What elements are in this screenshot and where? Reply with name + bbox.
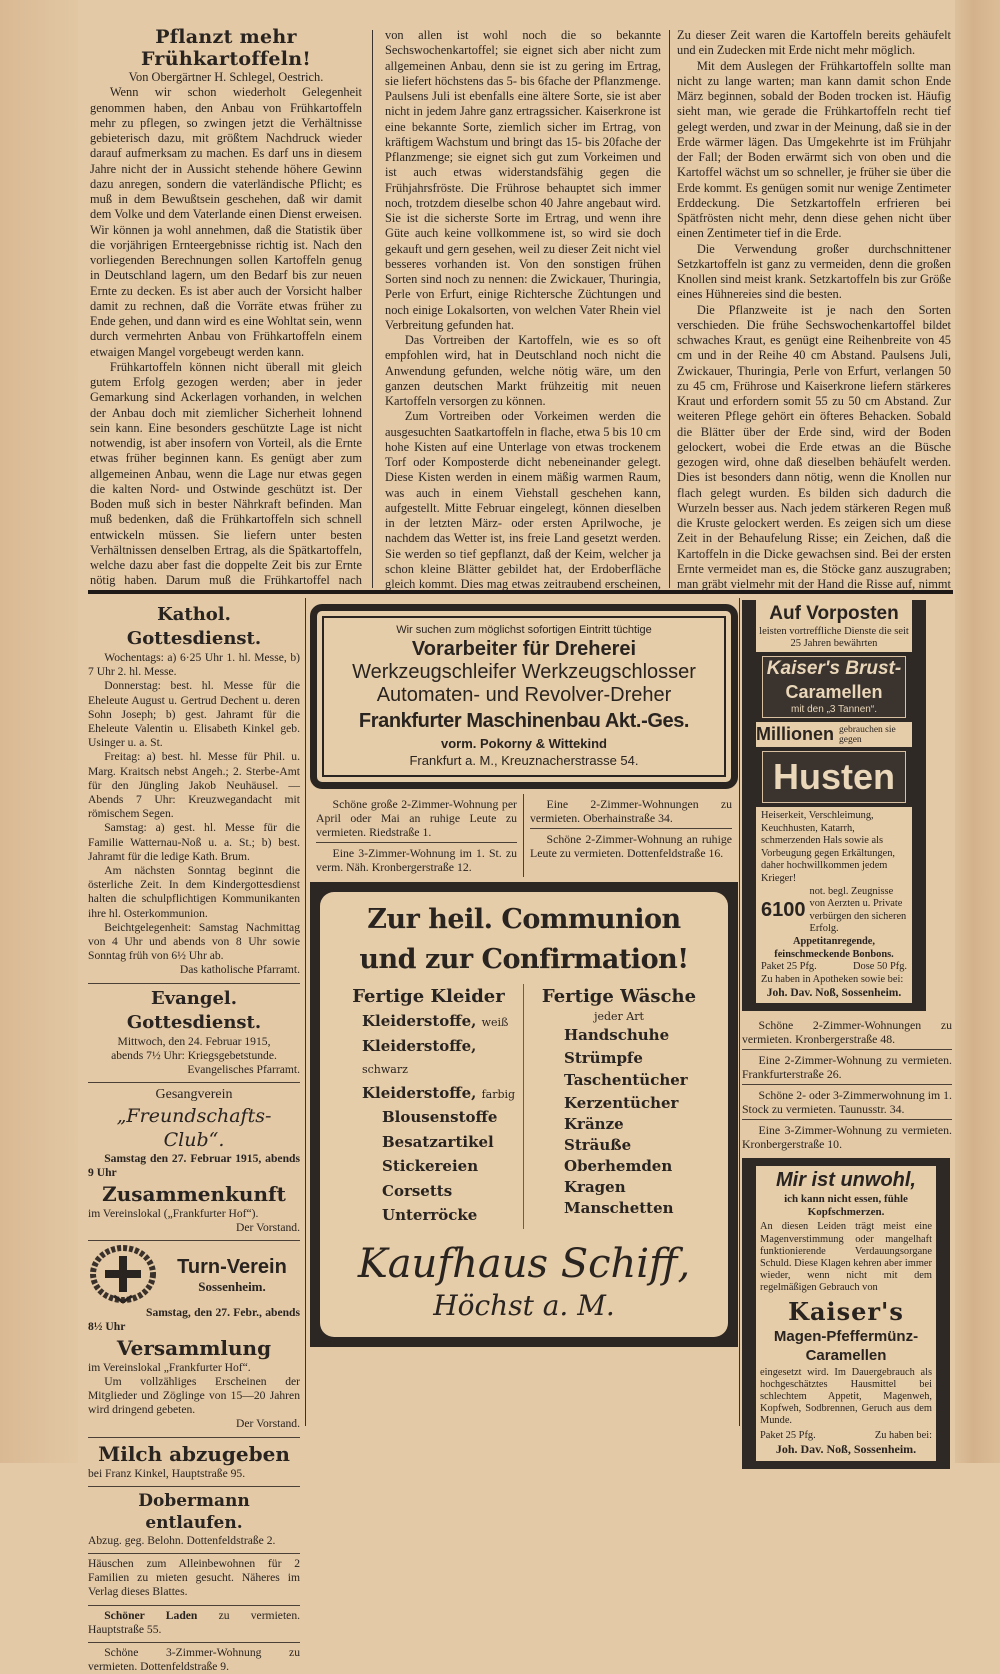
clothes-item-name: Unterröcke: [382, 1206, 478, 1224]
clothes-item: [334, 1131, 523, 1156]
linen-item: Taschentücher: [564, 1071, 688, 1089]
article-column-2: [385, 28, 661, 590]
kb-millionen: Millionen: [756, 724, 834, 744]
job-ad-position-1: Vorarbeiter für Dreherei: [411, 638, 637, 660]
article-paragraph: Das Vortreiben der Kartoffeln, wie es so oft empfohlen wird, hat in Deutschland noch nicht die Anwendung gefunden, welche nötig wäre, um den ganzen deutschen Markt frühzeitig mit neuen Kartoffeln versorgen zu können.: [385, 333, 661, 408]
meeting-signature: Der Vorstand.: [236, 1417, 300, 1431]
kb-subtitle: leisten vortreffliche Dienste die seit 25 Jahren bewährten: [759, 626, 909, 649]
linen-item: Kränze: [564, 1115, 624, 1133]
clothes-item-note: schwarz: [362, 1063, 408, 1076]
club-event: Zusammenkunft: [102, 1181, 286, 1206]
article-paragraph: Frühkartoffeln können nicht überall mit gleich gutem Erfolg gezogen werden; aber in jeder Gemarkung sind Ackerlagen vorhanden, in welchen der Anbau doch mit ziemlicher Sicherheit lohnend sein kann. Eine besonders geschützte Lage ist nicht notwendig, ist aber insofern von Vorteil, als die Ernte etwas früher beginnen kann. Es genügt aber zum allgemeinen Anbau, wenn die Lage nur etwas gegen die kalten Nord- und Ostwinde geschützt ist. Der Boden muß sich in bester Nährkraft befinden. Man muß bedenken, daß die Frühkartoffeln sich schnell entwickeln müssen. Sie liefern unter besten Verhältnissen denselben Ertrag, als die Spätkartoffeln, welche dazu aber fast die doppelte Zeit bis zur Ernte nötig haben. Darum muß die Frühkartoffel nach: [90, 359, 362, 588]
club-signature: Der Vorstand.: [236, 1220, 300, 1234]
article-paragraph: Zum Vortreiben oder Vorkeimen werden die ausgesuchten Saatkartoffeln in flache, etwa 5 bis 10 cm hohe Kisten auf eine Unterlage von etwas trockenem Torf oder Komposterde dicht nebeneinander gelegt. Diese Kisten werden in einem mäßig warmen Raum, was auch in einem Viehstall geschehen kann, aufgestellt. Mitte Februar eingelegt, können dieselben in der letzten März- oder ersten Aprilwoche, je nachdem das Wetter ist, ins freie Land gesetzt werden. Sie werden so tief gepflanzt, daß der Keim, welcher ja schon kleine Blätter gebildet hat, der Erdoberfläche gleich kommt. Dies mag etwas zeitraubend erscheinen,: [385, 409, 661, 590]
article-paragraph: von allen ist wohl noch die so bekannte Sechswochenkartoffel; sie eignet sich aber nicht zum allgemeinen Anbau, denn sie ist zu gering im Ertrag, sie liefert höchstens das 5- bis 6fache der Pflanzmenge. Paulsens Juli ist ebenfalls eine ältere Sorte, sie ist aber nicht in jedem Jahre ganz ertragssicher. Kaiserkrone ist eine bekannte Sorte, ziemlich sicher im Ertrag, von kräftigem Wachstum und bringt das 15- bis 20fache der Pflanzmenge; sie eignet sich gut zum Vorkeimen und ist auch etwas widerstandsfähig gegen die Frühjahrsfröste. Die Frührose behauptet sich immer noch, trotzdem dieselbe schon 40 Jahre angebaut wird. Sie ist die sicherste Sorte im Ertrag, und wenn ihre Güte auch keine vollkommene ist, so wird sie doch gekauft und gern gesehen, weil zu dieser Zeit nicht viel besseres vorhanden ist. Von den sonstigen frühen Sorten sind noch zu nennen: die Zwickauer, Thuringia, Perle von Erfurt, einige Richtersche Züchtungen und noch einige Lokalsorten, von welchen Vater Rhein viel Verbreitung gefunden hat.: [385, 28, 661, 332]
mu-text-2: eingesetzt wird. Im Dauergebrauch als hochgeschätztes Hausmittel bei schlechtem Appetit, Magenweh, Kopfweh, Sodbrennen, Geruch aus dem Munde.: [760, 1366, 932, 1427]
meeting-date: Samstag, den 27. Febr., abends 8½ Uhr: [88, 1306, 300, 1334]
meeting-title: Versammlung: [116, 1335, 272, 1360]
house-wanted-text: Häuschen zum Alleinbewohnen für 2 Familien zu mieten gesucht. Näheres im Verlag dieses Blattes.: [88, 1556, 300, 1599]
job-ad-position-3: Automaten- und Revolver-Dreher: [376, 684, 672, 706]
kb-millionen-sub: gebrauchen sie gegen: [839, 724, 896, 745]
job-ad-frankfurter-maschinenbau: [310, 604, 738, 789]
linen-item: Strümpfe: [564, 1048, 643, 1067]
kaufhaus-schiff-ad: [310, 882, 738, 1347]
kb-trademark: mit den „3 Tannen“.: [791, 704, 877, 715]
clothes-item-note: farbig: [481, 1087, 516, 1101]
clothes-item: [334, 1010, 523, 1035]
service-date: Mittwoch, den 24. Februar 1915,: [117, 1034, 271, 1048]
clothes-item-note: weiß: [481, 1016, 509, 1029]
evangelical-service-notice: [88, 984, 300, 1084]
kb-testimonial-count: 6100: [761, 899, 806, 922]
linen-list: [524, 984, 714, 1229]
job-ad-intro: Wir suchen zum möglichst sofortigen Eintritt tüchtige: [396, 624, 652, 636]
classified-ad: Schöne große 2-Zimmer-Wohnung per April oder Mai an ruhige Leute zu vermieten. Riedstraße 1.: [316, 797, 517, 839]
service-time: abends 7½ Uhr: Kriegsgebetstunde.: [111, 1048, 277, 1062]
service-entry: Beichtgelegenheit: Samstag Nachmittag von 4 Uhr und abends von 8 Uhr sowie Sonntag früh von 6½ Uhr ab.: [88, 920, 300, 963]
club-name: „Freundschafts-Club“.: [116, 1105, 272, 1152]
page-left-margin: [0, 0, 78, 1463]
job-ad-address: Frankfurt a. M., Kreuznacherstrasse 54.: [409, 753, 639, 768]
mu-product-1: Magen-Pfeffermünz-: [773, 1327, 919, 1345]
article-paragraph: Mit dem Auslegen der Frühkartoffeln sollte man nicht zu lange warten; man kann damit schon Ende März beginnen, sobald der Boden trocken ist. Häufig sieht man, wie gerade die Frühkartoffeln recht tief gelegt werden, und zwar in der Meinung, daß sie in der Erde wärmer lägen. Das Umgekehrte ist im Frühjahr der Fall; der Boden erwärmt sich von oben und die Kartoffel wächst um so schneller, je früher sie über die Erde kommt. Es genügen somit nur wenige Zentimeter Erddeckung. Die Setzkartoffeln erfrieren bei Spätfrösten nicht mehr, denn diese gehen nicht über einen Zentimeter tief in die Erde.: [677, 58, 951, 241]
choir-label: Gesangverein: [155, 1087, 233, 1103]
kb-price-tin: Dose 50 Pfg.: [853, 961, 907, 973]
kb-body: Heiserkeit, Verschleimung, Keuchhusten, Katarrh, schmerzenden Hals sowie als Vorbeugung gegen Erkältungen, daher hochwillkommen jedem Krieger!: [761, 810, 895, 884]
meeting-text: Um vollzähliges Erscheinen der Mitglieder und Zöglinge von 15—20 Jahren wird dringend gebeten.: [88, 1374, 300, 1417]
classified-ad: Eine 2-Zimmer-Wohnungen zu vermieten. Oberhainstraße 34.: [530, 797, 732, 825]
house-wanted-ad: [88, 1554, 300, 1606]
evangelical-service-title: Evangel. Gottesdienst.: [126, 987, 262, 1033]
clothes-item: [334, 1035, 523, 1082]
apartment-ad-text: Schöne 3-Zimmer-Wohnung zu vermieten. Dottenfeldstraße 9.: [88, 1645, 300, 1674]
shop-rent-ad: [88, 1606, 300, 1643]
article-byline: Von Obergärtner H. Schlegel, Oestrich.: [128, 70, 324, 84]
clothes-item: [334, 1204, 523, 1229]
classified-ads-right: [742, 1015, 952, 1154]
kaiser-magen-caramellen-ad: [742, 1158, 950, 1468]
milk-ad-title: Milch abzugeben: [98, 1441, 290, 1466]
kb-product: Caramellen: [785, 682, 883, 702]
clothes-list-title: Fertige Kleider: [352, 986, 505, 1007]
job-ad-position-2: Werkzeugschleifer Werkzeugschlosser: [352, 661, 696, 683]
shop-rent-title: Schöner Laden: [104, 1608, 198, 1622]
column-divider: [305, 598, 306, 1426]
milk-ad-text: bei Franz Kinkel, Hauptstraße 95.: [88, 1466, 246, 1480]
clothes-item-name: Kleiderstoffe,: [362, 1083, 477, 1102]
clothes-item-name: Kleiderstoffe,: [362, 1012, 477, 1030]
store-city: Höchst a. M.: [433, 1288, 615, 1322]
catholic-service-notice: [88, 600, 300, 984]
notices-column: [88, 600, 300, 1674]
kaiser-brust-caramellen-ad: [742, 600, 926, 1011]
classified-ad: Schöne 2-Zimmer-Wohnungen zu vermieten. Kronbergerstraße 48.: [742, 1018, 952, 1047]
article-column-3: [677, 28, 951, 590]
catholic-signature: Das katholische Pfarramt.: [179, 963, 300, 977]
wreath-cross-emblem-icon: [88, 1244, 158, 1306]
mu-subtitle: ich kann nicht essen, fühle Kopfschmerzen.: [784, 1193, 908, 1219]
kb-seller: Joh. Dav. Noß, Sossenheim.: [766, 987, 902, 1000]
page-right-margin: [955, 0, 1000, 1463]
kb-husten: Husten: [772, 756, 895, 797]
column-divider: [669, 30, 670, 588]
right-ads-column: [742, 600, 952, 1469]
clothes-item-name: Blousenstoffe: [382, 1108, 498, 1126]
column-divider: [372, 30, 373, 588]
choir-notice: [88, 1083, 300, 1241]
job-ad-former-name: vorm. Pokorny & Wittekind: [440, 736, 608, 751]
mu-seller: Joh. Dav. Noß, Sossenheim.: [775, 1441, 917, 1456]
linen-list-title: Fertige Wäsche: [541, 986, 697, 1007]
mu-text-1: An diesen Leiden trägt meist eine Magenverstimmung oder mangelhaft funktionierende Verdauungsorgane Schuld. Diese Klagen kehren aber immer wieder, wenn nicht mit dem regelmäßigen Gebrauch von: [760, 1221, 932, 1294]
shop-rent-text: zu vermieten. Hauptstraße 55.: [88, 1608, 301, 1636]
clothes-item-name: Corsetts: [382, 1181, 453, 1200]
evangelical-signature: Evangelisches Pfarramt.: [187, 1063, 300, 1077]
middle-ads-column: [310, 604, 738, 1347]
clothes-list: [334, 984, 524, 1229]
clothes-item-name: Kleiderstoffe,: [362, 1036, 477, 1055]
clothes-item-name: Stickereien: [382, 1157, 479, 1175]
clothes-item: [334, 1180, 523, 1205]
classified-ad: Eine 3-Zimmer-Wohnung zu vermieten. Kronbergerstraße 10.: [742, 1119, 952, 1154]
linen-item: Kerzentücher: [564, 1093, 679, 1112]
service-entry: Wochentags: a) 6·25 Uhr 1. hl. Messe, b) 7 Uhr 2. hl. Messe.: [88, 651, 300, 679]
milk-ad: [88, 1438, 300, 1487]
schiff-headline-2: und zur Confirmation!: [359, 944, 689, 975]
article-paragraph: Die Verwendung großer durchschnittener Setzkartoffeln ist ganz zu vermeiden, denn die großen Knollen sind meist krank. Setzkartoffeln bis zur Größe eines Hühnereies sind die besten.: [677, 241, 951, 302]
service-entry: Samstag: a) gest. hl. Messe für die Familie Watternau-Noß u. a. St.; b) best. Jahramt für die ledige Kath. Brum.: [88, 821, 300, 863]
linen-list-subtitle: jeder Art: [594, 1010, 644, 1023]
dog-lost-title: Dobermann entlaufen.: [138, 1490, 250, 1533]
service-entry: Freitag: a) best. hl. Messe für Phil. u. Marg. Kraitsch nebst Angeh.; 2. Sterbe-Amt für den Jüngling Jakob Neuhäusel. — Abends 7 Uhr: Kreuzwegandacht mit römischem Segen.: [88, 750, 300, 821]
article-title: Pflanzt mehr Frühkartoffeln!: [140, 26, 312, 70]
article-paragraph: Zu dieser Zeit waren die Kartoffeln bereits gehäufelt und ein Zudecken mit Erde nicht mehr möglich.: [677, 28, 951, 58]
column-divider: [739, 598, 740, 1426]
section-divider: [88, 590, 953, 594]
clothes-item: [334, 1082, 523, 1107]
job-ad-company: Frankfurter Maschinenbau Akt.-Ges.: [358, 710, 690, 732]
mu-where: Zu haben bei:: [874, 1429, 932, 1441]
clothes-item-name: Besatzartikel: [382, 1132, 494, 1151]
linen-item: Sträuße: [564, 1136, 632, 1154]
classified-ad: Eine 3-Zimmer-Wohnung im 1. St. zu verm. Näh. Kronbergerstraße 12.: [316, 842, 517, 877]
mu-product-2: Caramellen: [805, 1346, 887, 1364]
linen-item: Kragen: [564, 1178, 626, 1196]
meeting-place: im Vereinslokal „Frankfurter Hof“.: [88, 1360, 251, 1374]
classified-ad: Eine 2-Zimmer-Wohnung zu vermieten. Frankfurterstraße 26.: [742, 1049, 952, 1084]
article-paragraph: Wenn wir schon wiederholt Gelegenheit genommen haben, den Anbau von Frühkartoffeln mehr zu pflegen, so zwingen jetzt die Verhältnisse gebieterisch dazu, mit größtem Nachdruck wieder darauf aufmerksam zu machen. Es darf uns in diesem Jahre nicht der in Aussicht stehende höhere Gewinn dazu anregen, sondern die vaterländische Pflicht; es muß in dem Bewußtsein geschehen, daß wir damit dem Volke und dem Vaterlande einen Dienst erweisen. Wir können ja wohl annehmen, daß die Statistik über die vorjährigen Ernteergebnisse richtig ist. Nach den vorliegenden Berechnungen sollen Kartoffeln genug in Deutschland lagern, um den Bedarf bis zur neuen Ernte zu decken. Es ist aber auch der Vorsicht halber damit zu rechnen, daß die Vorräte etwas früher zu Ende gehen, und dann wird es eine Wohltat sein, wenn durch vermehrten Anbau von Frühkartoffeln einem etwaigen Mangel vorgebeugt werden kann.: [90, 85, 362, 359]
schiff-headline-1: Zur heil. Communion: [367, 904, 681, 935]
linen-item: Handschuhe: [564, 1026, 670, 1044]
mu-title: Mir ist unwohl,: [776, 1169, 916, 1192]
dog-lost-ad: [88, 1487, 300, 1554]
gymnastics-club-town: Sossenheim.: [198, 1279, 266, 1295]
linen-item: Oberhemden: [564, 1157, 673, 1175]
service-entry: Donnerstag: best. hl. Messe für die Eheleute August u. Gertrud Dechent u. deren Sohn Joseph; b) gest. Jahramt für die Eheleute Valentin u. Elisabeth Kinkel geb. Usinger u. a. St.: [88, 679, 300, 750]
gymnastics-club-notice: [88, 1241, 300, 1437]
gymnastics-club-title: Turn-Verein: [177, 1256, 287, 1279]
kb-tagline: Appetitanregende, feinschmeckende Bonbons.: [774, 935, 894, 960]
club-date: Samstag den 27. Februar 1915, abends 9 Uhr: [88, 1152, 300, 1180]
article-paragraph: Die Pflanzweite ist je nach den Sorten verschieden. Die frühe Sechswochenkartoffel bildet schwaches Kraut, es genügt eine Reihenbreite von 45 cm und in der Reihe 40 cm Abstand. Paulsens Juli, Zwickauer, Thuringia, Perle von Erfurt, verlangen 50 zu 45 cm, Frührose und Kaiserkrone liefern stärkeres Kraut und erfordern somit 55 zu 50 cm Abstand. Zur weiteren Pflege gehört ein öfteres Behacken. Sobald die Blätter über der Erde sind, wird der Boden gelockert, wobei die Erde etwas an die Büsche gezogen wird, ohne daß dieselben behäufelt werden. Dies ist besonders dann nötig, wenn die Knollen nur flach gelegt wurden. Es bilden sich dadurch die Wurzeln besser aus. Nach jedem stärkeren Regen muß die Kruste gelockert werden. Es zeigen sich um diese Zeit in der Behaufelung Risse; ein Zeichen, daß die Kartoffeln in die Dicke gewachsen sind. Bei der ersten Ernte vermeidet man es, die Stöcke ganz auszugraben; man gräbt vielmehr mit der Hand die Risse auf, nimmt: [677, 302, 951, 590]
catholic-service-title: Kathol. Gottesdienst.: [126, 604, 262, 649]
dog-lost-text: Abzug. geg. Belohn. Dottenfeldstraße 2.: [88, 1533, 276, 1547]
classified-ad: Schöne 2-Zimmer-Wohnung an ruhige Leute zu vermieten. Dottenfeldstraße 16.: [530, 828, 732, 863]
apartment-ad: [88, 1643, 300, 1674]
club-place: im Vereinslokal („Frankfurter Hof“).: [88, 1206, 259, 1220]
clothes-item: [334, 1106, 523, 1131]
mu-brand: Kaiser's: [788, 1296, 904, 1326]
kb-price-packet: Paket 25 Pfg.: [761, 961, 817, 973]
store-name: Kaufhaus Schiff,: [357, 1240, 691, 1287]
kb-brand: Kaiser's Brust-: [766, 658, 902, 679]
classified-ad: Schöne 2- oder 3-Zimmerwohnung im 1. Stock zu vermieten. Taunusstr. 34.: [742, 1084, 952, 1119]
kb-where: Zu haben in Apotheken sowie bei:: [761, 973, 904, 985]
article-column-1: [90, 26, 362, 588]
mu-price: Paket 25 Pfg.: [760, 1429, 816, 1441]
classified-ads-middle: [310, 794, 738, 877]
clothes-item: [334, 1155, 523, 1180]
linen-item: Manschetten: [564, 1199, 674, 1217]
service-entry: Am nächsten Sonntag beginnt die österliche Zeit. In dem Kindergottesdienst halten die schulpflichtigen Kommunikanten ihre hl. Osterkommunion.: [88, 864, 300, 920]
kb-testimonial-text: not. begl. Zeugnisse von Aerzten u. Private verbürgen den sicheren Erfolg.: [809, 885, 907, 935]
kb-title: Auf Vorposten: [769, 603, 899, 624]
